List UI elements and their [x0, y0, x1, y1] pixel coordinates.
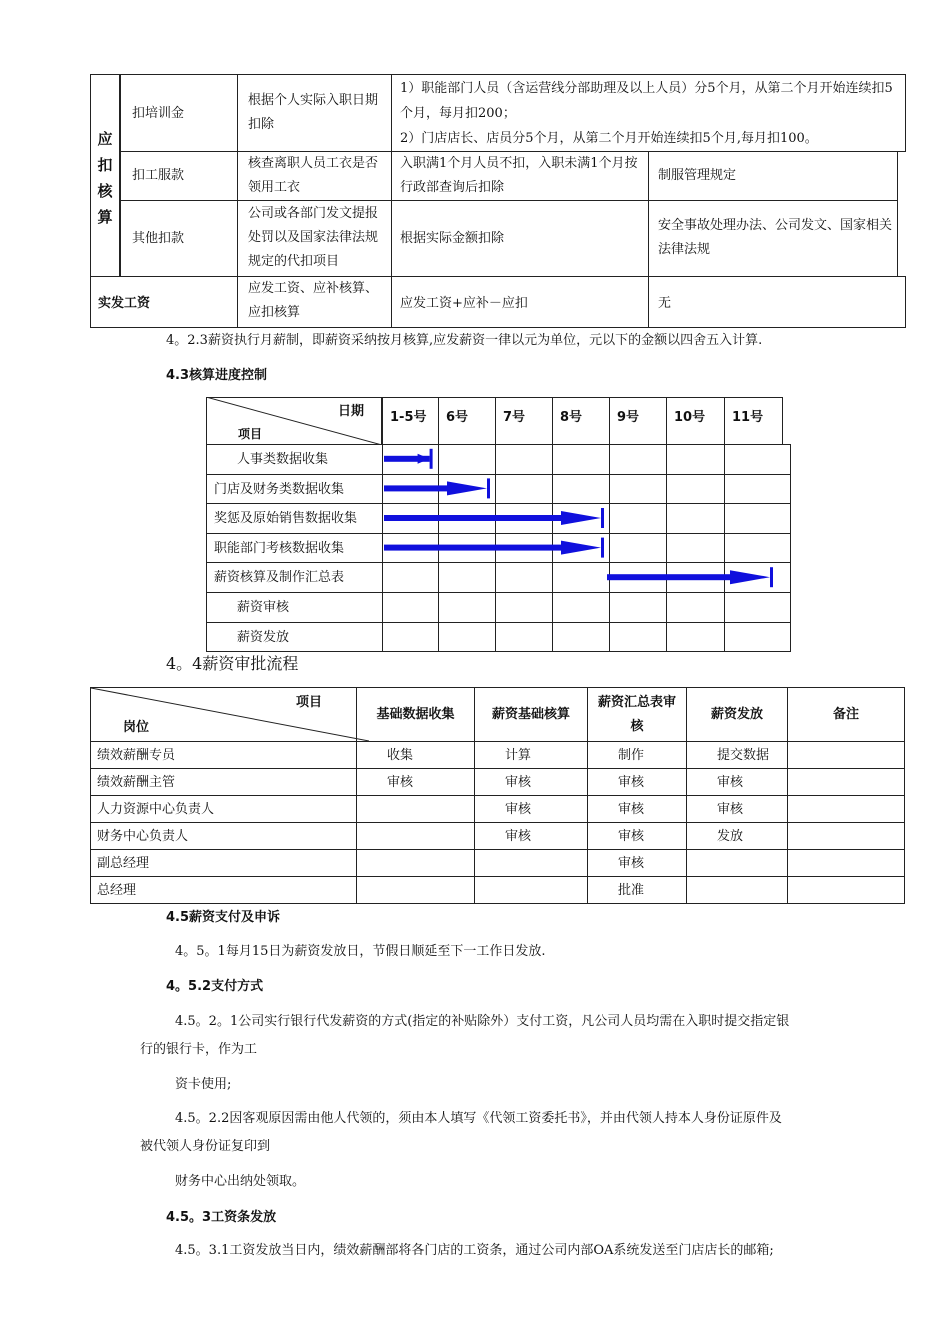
paragraph-4-5-2-2-cont: 被代领人身份证复印到	[140, 1139, 271, 1154]
schedule-bar	[607, 567, 773, 587]
deduction-ref: 安全事故处理办法、公司发文、国家相关法律法规	[658, 218, 893, 257]
approval-cell: 审核	[357, 769, 475, 796]
section-4-3-heading: 4.3核算进度控制	[166, 368, 268, 383]
approval-cell	[687, 850, 788, 877]
corner-date-label: 日期	[338, 404, 365, 419]
section-4-4-heading: 4。4薪资审批流程	[166, 654, 299, 673]
section-4-5-2-heading: 4。5.2支付方式	[166, 979, 264, 994]
table-row	[91, 850, 905, 877]
task-row-label: 薪资审核	[206, 592, 383, 623]
paragraph-4-5-2-1-cont: 资卡使用;	[175, 1077, 232, 1092]
approval-cell	[788, 877, 905, 904]
approval-cell: 制作	[588, 742, 687, 769]
date-column-header: 1-5号	[382, 397, 439, 445]
table-row	[91, 796, 905, 823]
net-pay-ref: 无	[658, 296, 672, 311]
approval-cell	[788, 796, 905, 823]
paragraph-4-5-3-1: 4.5。3.1工资发放当日内，绩效薪酬部将各门店的工资条，通过公司内部OA系统发送至门店店长的邮箱;	[175, 1243, 774, 1258]
deduction-table	[90, 74, 906, 328]
approval-cell: 审核	[475, 796, 588, 823]
approval-cell: 审核	[588, 850, 687, 877]
task-row-label: 奖惩及原始销售数据收集	[206, 503, 383, 534]
approval-corner	[91, 688, 357, 742]
net-pay-basis: 应发工资、应补核算、应扣核算	[248, 281, 379, 320]
task-row-label: 薪资发放	[206, 622, 383, 653]
deduction-basis: 公司或各部门发文提报处罚以及国家法律法规规定的代扣项目	[248, 206, 379, 269]
paragraph-4-2-3: 4。2.3薪资执行月薪制，即薪资采纳按月核算,应发薪资一律以元为单位，元以下的金额以四舍五入计算.	[166, 333, 763, 348]
deduction-rule: 根据实际金额扣除	[400, 231, 505, 246]
date-column-header: 10号	[666, 397, 725, 445]
deduction-ref: 制服管理规定	[658, 168, 737, 183]
post-name: 人力资源中心负责人	[91, 796, 357, 823]
paragraph-4-5-2-1-cont: 行的银行卡，作为工	[140, 1042, 258, 1057]
approval-cell: 批准	[588, 877, 687, 904]
schedule-bar	[384, 449, 433, 469]
paragraph-4-5-2-2-cont: 财务中心出纳处领取。	[175, 1174, 306, 1189]
schedule-bar	[384, 508, 604, 528]
deduction-item: 扣培训金	[132, 106, 185, 121]
task-row-label: 薪资核算及制作汇总表	[206, 562, 383, 593]
approval-cell: 审核	[588, 823, 687, 850]
table-row	[91, 877, 905, 904]
corner-item-label: 项目	[238, 427, 263, 441]
column-header: 薪资发放	[687, 688, 788, 742]
task-row-label: 门店及财务类数据收集	[206, 474, 383, 505]
approval-cell: 收集	[357, 742, 475, 769]
date-column-header: 8号	[552, 397, 610, 445]
approval-cell	[357, 850, 475, 877]
paragraph-4-5-1: 4。5。1每月15日为薪资发放日，节假日顺延至下一工作日发放.	[175, 944, 546, 959]
corner-item-label: 项目	[296, 695, 323, 710]
date-column-header: 9号	[609, 397, 667, 445]
schedule-bar	[384, 478, 490, 498]
task-row-label: 人事类数据收集	[206, 444, 383, 475]
column-header: 薪资基础核算	[475, 688, 588, 742]
table-row	[91, 742, 905, 769]
post-name: 副总经理	[91, 850, 357, 877]
deduction-item: 扣工服款	[132, 168, 185, 183]
date-column-header: 11号	[724, 397, 783, 445]
deduction-rule: 1）职能部门人员（含运营线分部助理及以上人员）分5个月，从第二个月开始连续扣5个月，每月扣200； 2）门店店长、店员分5个月，从第二个月开始连续扣5个月,每月扣100。	[400, 81, 893, 146]
approval-cell	[475, 877, 588, 904]
table-row	[91, 823, 905, 850]
date-column-header: 6号	[438, 397, 496, 445]
approval-cell	[357, 796, 475, 823]
approval-cell: 审核	[687, 769, 788, 796]
corner-post-label: 岗位	[123, 720, 150, 735]
deduction-basis: 根据个人实际入职日期扣除	[248, 93, 379, 132]
task-row-label: 职能部门考核数据收集	[206, 533, 383, 564]
deduction-item: 其他扣款	[132, 231, 185, 246]
approval-cell	[788, 823, 905, 850]
deduction-basis: 核查离职人员工衣是否领用工衣	[248, 156, 379, 195]
approval-cell: 提交数据	[687, 742, 788, 769]
post-name: 绩效薪酬主管	[91, 769, 357, 796]
approval-cell	[788, 850, 905, 877]
date-column-header: 7号	[495, 397, 553, 445]
approval-cell: 审核	[588, 769, 687, 796]
paragraph-4-5-2-1: 4.5。2。1公司实行银行代发薪资的方式(指定的补贴除外）支付工资，凡公司人员均需在入职时提交指定银	[175, 1014, 790, 1029]
approval-cell: 审核	[687, 796, 788, 823]
post-name: 总经理	[91, 877, 357, 904]
approval-cell	[357, 823, 475, 850]
approval-cell	[788, 769, 905, 796]
section-4-5-3-heading: 4.5。3工资条发放	[166, 1210, 277, 1225]
approval-cell	[687, 877, 788, 904]
column-header: 备注	[788, 688, 905, 742]
deduction-rule: 入职满1个月人员不扣，入职未满1个月按行政部查询后扣除	[400, 156, 638, 195]
schedule-bar	[384, 538, 604, 558]
net-pay-label: 实发工资	[98, 296, 151, 311]
deduction-group-label: 应扣核算	[97, 130, 113, 226]
approval-cell	[788, 742, 905, 769]
approval-cell: 审核	[475, 769, 588, 796]
approval-cell: 发放	[687, 823, 788, 850]
approval-cell: 计算	[475, 742, 588, 769]
post-name: 绩效薪酬专员	[91, 742, 357, 769]
net-pay-rule: 应发工资+应补－应扣	[400, 296, 528, 311]
column-header: 基础数据收集	[357, 688, 475, 742]
column-header: 薪资汇总表审核	[588, 688, 687, 742]
section-4-5-heading: 4.5薪资支付及申诉	[166, 910, 281, 925]
approval-cell	[475, 850, 588, 877]
approval-table	[90, 687, 905, 904]
post-name: 财务中心负责人	[91, 823, 357, 850]
approval-cell	[357, 877, 475, 904]
approval-cell: 审核	[588, 796, 687, 823]
approval-cell: 审核	[475, 823, 588, 850]
table-row	[91, 769, 905, 796]
paragraph-4-5-2-2: 4.5。2.2因客观原因需由他人代领的，须由本人填写《代领工资委托书》，并由代领人持本人身份证原件及	[175, 1111, 782, 1126]
progress-table	[206, 397, 790, 651]
